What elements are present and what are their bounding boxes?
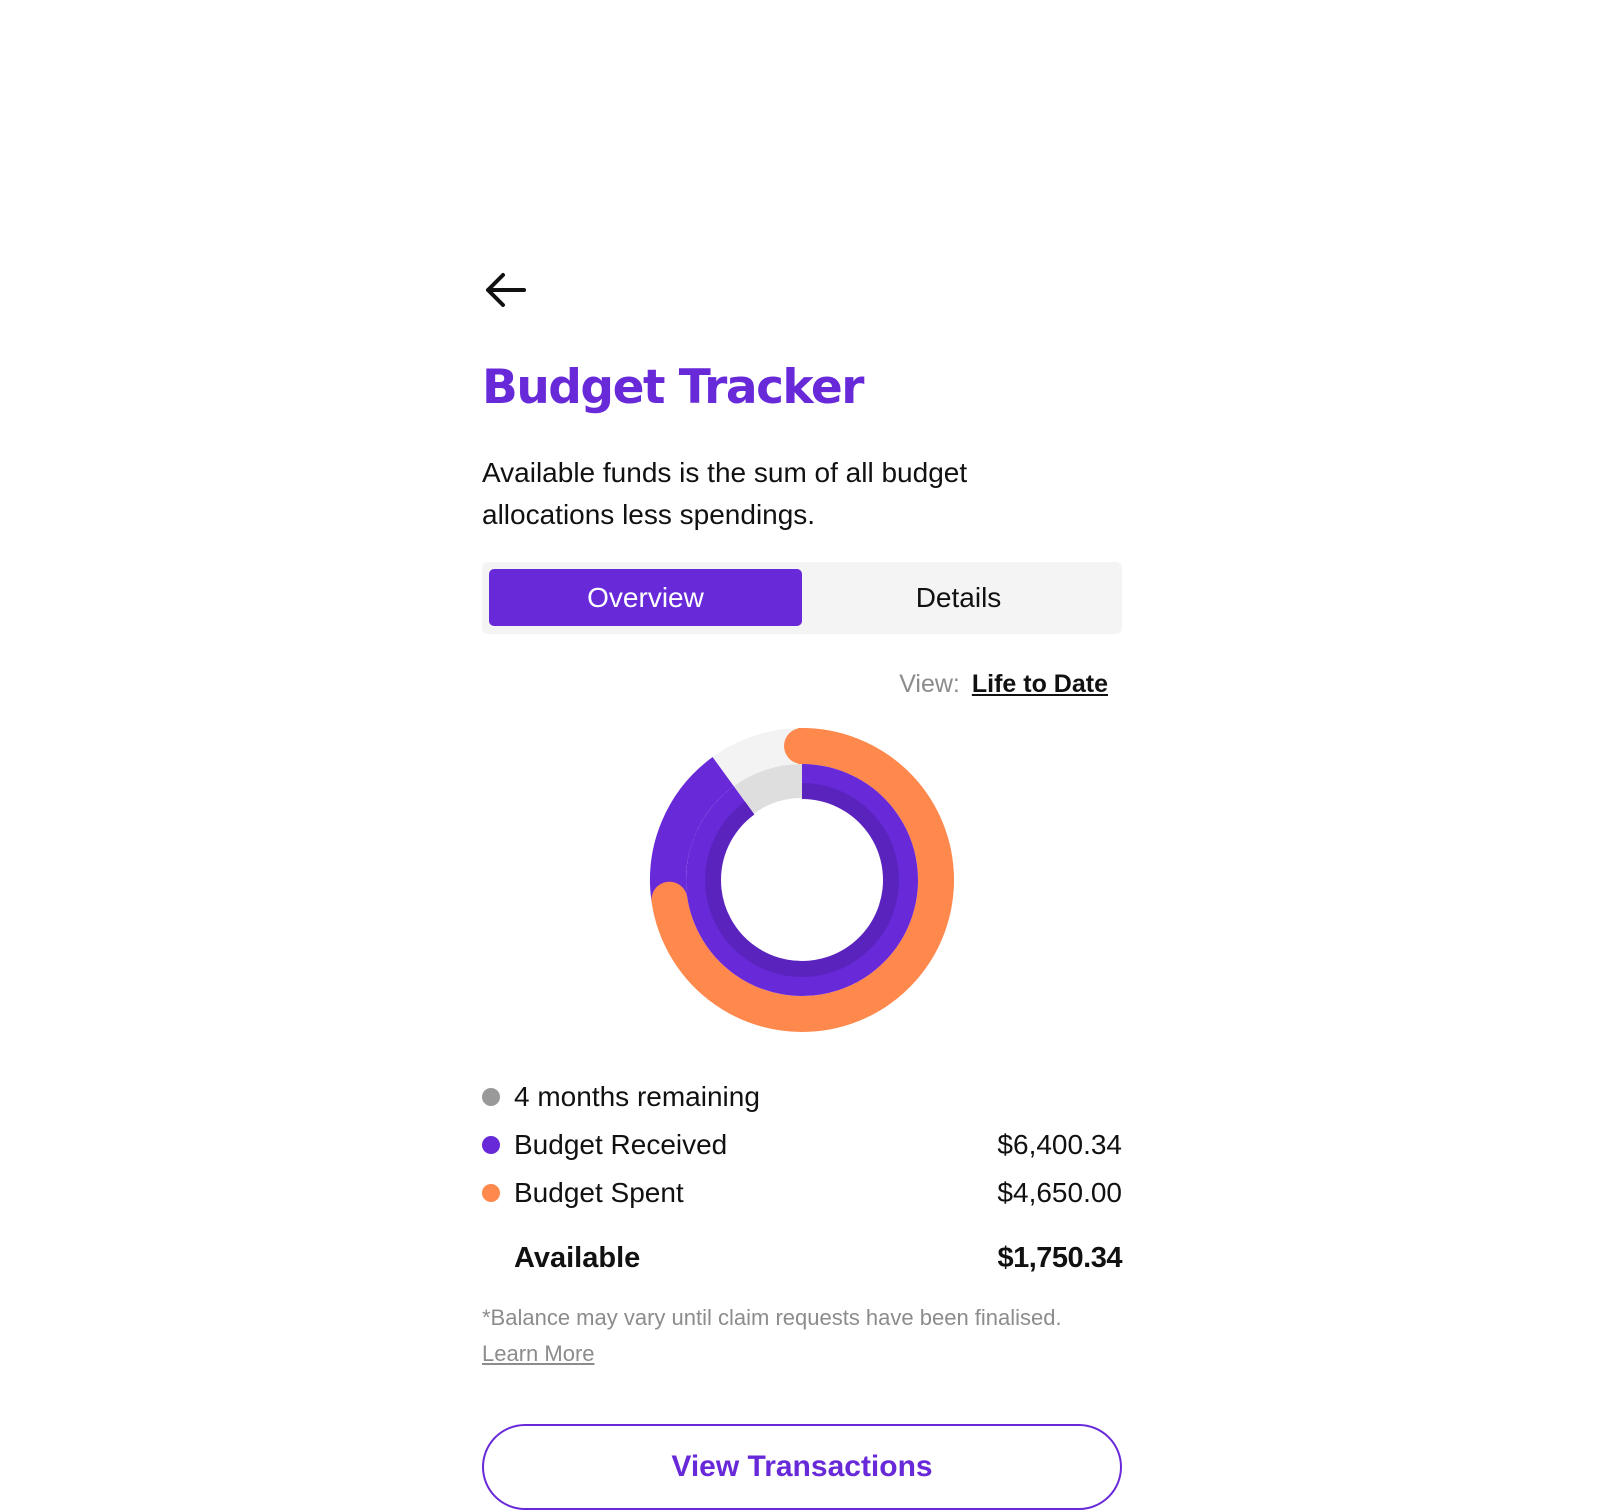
balance-disclaimer xyxy=(482,1300,1122,1372)
tab-overview[interactable]: Overview xyxy=(489,569,802,626)
page-title: Budget Tracker xyxy=(482,360,863,415)
main-content xyxy=(482,0,1122,1483)
legend-value-received: $6,400.34 xyxy=(997,1129,1122,1160)
view-transactions-button[interactable]: View Transactions xyxy=(482,1424,1122,1510)
legend-label-received: Budget Received xyxy=(514,1129,728,1160)
budget-donut-chart xyxy=(482,725,1122,1035)
outer-ring-start-cap xyxy=(798,728,806,764)
legend-dot-received xyxy=(482,1136,500,1154)
page-description: Available funds is the sum of all budget allocations less spendings. xyxy=(482,457,968,530)
legend-dot-spent xyxy=(482,1184,500,1202)
available-value: $1,750.34 xyxy=(997,1241,1122,1274)
legend-item-received xyxy=(482,1125,1122,1165)
view-period-link[interactable]: Life to Date xyxy=(971,670,1108,698)
disclaimer-text: *Balance may vary until claim requests have been finalised. xyxy=(482,1305,1062,1330)
legend-label-spent: Budget Spent xyxy=(514,1177,684,1208)
available-total-row xyxy=(514,1236,1122,1280)
legend-value-spent: $4,650.00 xyxy=(997,1177,1122,1208)
inner-ring-4-months-remaining-segment xyxy=(744,781,802,800)
legend-item-remaining xyxy=(482,1077,1122,1117)
tab-details[interactable]: Details xyxy=(915,581,1002,613)
tab-bar xyxy=(482,562,1122,634)
arrow-left-icon xyxy=(482,270,528,310)
legend-dot-remaining xyxy=(482,1088,500,1106)
donut-center-hole xyxy=(727,805,877,955)
legend-item-spent xyxy=(482,1173,1122,1213)
view-selector xyxy=(899,668,1108,700)
legend-label-remaining: 4 months remaining xyxy=(514,1081,760,1112)
available-label: Available xyxy=(514,1241,641,1274)
back-button[interactable] xyxy=(482,262,538,318)
view-label: View: xyxy=(899,670,960,698)
learn-more-link[interactable]: Learn More xyxy=(482,1341,595,1366)
